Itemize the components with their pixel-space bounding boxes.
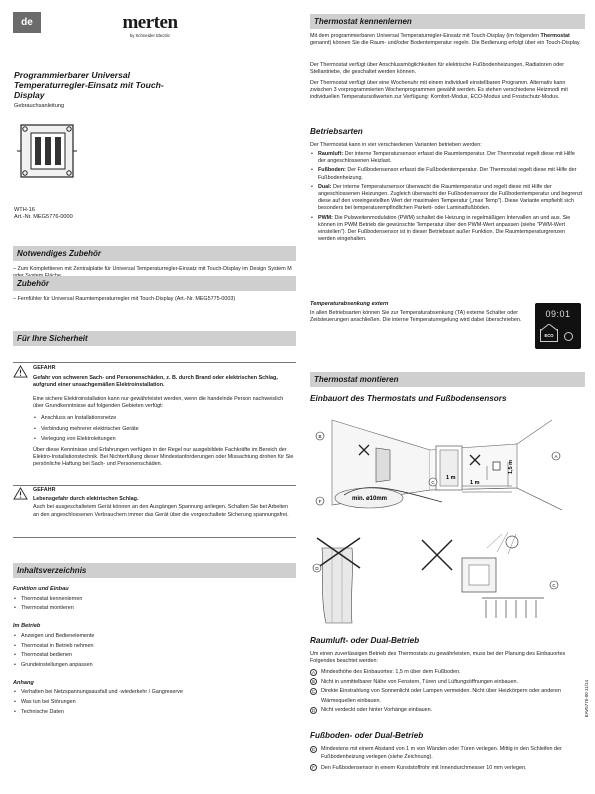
warning-title-1: GEFAHR xyxy=(33,365,56,371)
language-badge: de xyxy=(13,12,41,33)
warning-bold-2: Lebensgefahr durch elektrischen Schlag. xyxy=(33,496,139,503)
section-heading-inhaltsverzeichnis: Inhaltsverzeichnis xyxy=(13,563,296,578)
placement-restrictions-diagram xyxy=(312,528,584,628)
warning-bold-1: Gefahr von schweren Sach- und Personenschäden, z. B. durch Brand oder elektrischen Schlag, aufgrund einer unsachgemäßen Elektroinstallation. xyxy=(33,375,278,389)
fussboden-heading: Fußboden- oder Dual-Betrieb xyxy=(310,731,424,740)
warning-list-1 xyxy=(33,413,295,445)
distance-label: 1 m xyxy=(446,475,456,481)
betriebsarten-intro: Der Thermostat kann in vier verschiedenen Varianten betrieben werden: xyxy=(310,142,482,148)
power-icon xyxy=(564,332,573,341)
product-article: Art.-Nr. MEG5776-0000 xyxy=(14,214,73,220)
raumluft-intro: Um einen zuverlässigen Betrieb des Thermostats zu gewährleisten, muss bei der Planung des Einbauortes Folgendes beachtet werden: xyxy=(310,651,566,665)
svg-text:F: F xyxy=(318,499,322,504)
brand-name: merten xyxy=(122,12,178,33)
toc-group-title: Im Betrieb xyxy=(13,623,41,630)
list-item: C Direkte Einstrahlung von Sonnenlicht oder Lampen vermeiden. Nicht über Heizkörpern oder anderen Wärmequellen einbauen. xyxy=(311,688,562,704)
section-heading-kennenlernen: Thermostat kennenlernen xyxy=(310,14,585,29)
figure-label xyxy=(552,452,560,460)
raumluft-list xyxy=(310,668,584,716)
betriebsarten-heading: Betriebsarten xyxy=(310,127,363,136)
room-installation-diagram xyxy=(312,410,584,525)
list-item: • PWM: Die Pulsweitenmodulation (PWM) schaltet die Heizung in regelmäßigen Intervallen an und aus. Sie können im PWM Betrieb die gewünschte Temperatur über den PWM-Wert anpassen (siehe "PWM-Wert einstellen"). Der Fußbodensensor ist in dieser Betriebsart außer Funktion. Die Raumtemperaturgrenzen werden eingehalten. xyxy=(310,215,584,244)
toc xyxy=(13,585,296,717)
warning-triangle-icon xyxy=(13,487,28,500)
section-heading-sicherheit: Für Ihre Sicherheit xyxy=(13,331,296,346)
section-heading-montieren: Thermostat montieren xyxy=(310,372,585,387)
absenkung-heading: Temperaturabsenkung extern xyxy=(310,301,389,307)
list-item: • Verlegung von Elektroleitungen xyxy=(33,434,295,445)
product-title: Programmierbarer Universal Temperaturregler-Einsatz mit Touch-Display xyxy=(14,70,164,100)
display-time: 09:01 xyxy=(545,309,571,319)
brand-logo xyxy=(105,14,195,38)
toc-item[interactable]: • Thermostat bedienen xyxy=(13,651,296,661)
distance-label: 1 m xyxy=(470,480,480,486)
display-mode: ECO xyxy=(544,333,554,338)
height-label: 1,5 m xyxy=(508,459,514,474)
figure-label xyxy=(429,478,437,486)
warning-title-2: GEFAHR xyxy=(33,487,56,493)
warning-text-2: Auch bei ausgeschaltetem Gerät können an den Ausgängen Spannung anliegen. Schalten Sie bei Arbeiten an den angeschlossenen Verbrauchern immer das Gerät über die vorgeschaltete Sicherung spannungsfrei. xyxy=(33,504,289,518)
zubehoer-text: – Zum Komplettieren mit Zentralplatte für Universal Temperaturregler-Einsatz mit Touch-Display im Design System M xyxy=(13,266,292,272)
list-item: • Anschluss an Installationsnetze xyxy=(33,413,295,424)
toc-group-title: Anhang xyxy=(13,679,34,686)
figure-label xyxy=(313,564,321,572)
figure-label xyxy=(550,581,558,589)
svg-text:D: D xyxy=(315,566,319,571)
list-item: F Den Fußbodensensor in einem Kunststoffrohr mit Innendurchmesser 10 mm verlegen. xyxy=(310,764,580,772)
brand-subline: by Schneider Electric xyxy=(129,33,171,38)
warning-triangle-icon xyxy=(13,365,28,378)
svg-text:C: C xyxy=(552,583,556,588)
toc-group-title: Funktion und Einbau xyxy=(13,586,69,592)
kennen-para-2: Der Thermostat verfügt über Anschlussmöglichkeiten für elektrische Fußbodenheizungen, Radiatoren oder Stellantriebe, die geschaltet werden können. xyxy=(310,62,564,76)
document-number: EAV5776-00 11/14 xyxy=(584,680,589,718)
figure-label xyxy=(316,497,324,505)
toc-item[interactable]: • Technische Daten xyxy=(13,708,296,718)
fussboden-list xyxy=(310,745,580,772)
list-item: • Verbindung mehrerer elektrischer Geräte xyxy=(33,424,295,435)
warning-text-1: Eine sichere Elektroinstallation kann nur gewährleistet werden, wenn die handelnde Person nachweislich über Grundkenntnisse auf folgenden Gebieten verfügt: xyxy=(33,396,284,410)
thermostat-display xyxy=(535,303,581,349)
toc-item[interactable]: • Was tun bei Störungen xyxy=(13,698,296,708)
pipe-size-label: min. ø10mm xyxy=(352,496,388,502)
product-model: WTH-16 xyxy=(14,207,35,213)
einbauort-heading: Einbauort des Thermostats und Fußbodensensors xyxy=(310,394,507,403)
svg-text:C: C xyxy=(431,480,435,485)
list-item: A Mindesthöhe des Einbauortes: 1,5 m über dem Fußboden. xyxy=(311,669,461,675)
list-item: B Nicht in unmittelbarer Nähe von Fenstern, Türen und Lüftungsöffnungen einbauen. xyxy=(311,678,518,685)
warning-text-1b: Über diese Kenntnisse und Erfahrungen verfügen in der Regel nur ausgebildete Fachkräfte im Bereich der Elektro-Installationstechnik. Bei Nichterfüllung dieser Mindestanforderungen oder Missachtung drohen für Sie persönliche Haftung bei Sach- und Personenschäden. xyxy=(33,447,294,468)
betriebsarten-list xyxy=(310,151,584,243)
svg-text:A: A xyxy=(554,454,558,459)
absenkung-text: In allen Betriebsarten können Sie zur Temperaturabsenkung (TA) externe Schalter oder Zeitsteuerungen anschließen. Die interne Temperaturregelung wird dabei überschrieben. xyxy=(310,310,522,324)
raumluft-heading: Raumluft- oder Dual-Betrieb xyxy=(310,636,420,645)
list-item: E Mindestens mit einem Abstand von 1 m von Wänden oder Türen verlegen. Mittig in den Schleifen der Fußbodenheizung verlegen (siehe Zeichnung). xyxy=(311,746,562,761)
list-item: • Fußboden: Der Fußbodensensor erfasst die Fußbodentemperatur. Der Thermostat regelt diese mit Hilfe der Fußbodenheizung. xyxy=(310,167,584,181)
svg-text:B: B xyxy=(318,434,322,439)
section-heading-zubehoer: Zubehör xyxy=(13,276,296,291)
toc-item[interactable]: • Anzeigen und Bedienelemente xyxy=(13,632,296,642)
list-item: • Raumluft: Der interne Temperatursensor erfasst die Raumtemperatur. Der Thermostat regelt diese mit Hilfe der angeschlossenen Heizlast. xyxy=(310,151,584,165)
list-item: D Nicht verdeckt oder hinter Vorhänge einbauen. xyxy=(311,707,433,713)
kennen-para-1: Mit dem programmierbaren Universal Temperaturregler-Einsatz mit Touch-Display (im folgenden Thermostat genannt) können Sie die Raum- und/oder Bodentemperatur regeln. Die Bedienung erfolgt über ein Touch-Display. xyxy=(310,33,581,47)
section-heading-notwendiges-zubehoer: Notwendiges Zubehör xyxy=(13,246,296,261)
warning-block-2 xyxy=(13,487,296,519)
kennen-para-3: Der Thermostat verfügt über eine Wochenuhr mit einem individuell einstellbaren Programm. Alternativ kann zwischen 3 vorprogrammierten Wochenprogrammen gewählt werden. Es stehen verschiedene Heizmodi mit individuellen Temperatursollwerten zur Verfügung: Komfort-Modus, ECO-Modus und Frostschutz-Modus. xyxy=(310,80,568,101)
toc-item[interactable]: • Grundeinstellungen anpassen xyxy=(13,661,296,671)
toc-item[interactable]: • Verhalten bei Netzspannungsausfall und -wiederkehr / Gangreserve xyxy=(13,688,296,698)
toc-item[interactable]: • Thermostat in Betrieb nehmen xyxy=(13,642,296,652)
list-item: • Dual: Der interne Temperatursensor überwacht die Raumtemperatur und regelt diese mit Hilfe der angeschlossenen Heizungen. Zugleich überwacht der Fußbodensensor die Fußbodentemperatur und begrenzt diese auf den voreingestellten Wert der maximalen Temperatur („max Temp"). Diese Variante empfiehlt sich besonders bei temperaturempfindlichen Parkett- oder Laminatfußböden. xyxy=(310,184,584,213)
figure-label xyxy=(316,432,324,440)
warning-block-1 xyxy=(13,365,296,390)
device-illustration xyxy=(15,119,79,183)
toc-item[interactable]: • Thermostat montieren xyxy=(13,604,296,614)
toc-item[interactable]: • Thermostat kennenlernen xyxy=(13,595,296,605)
zubehoer2-text: – Fernfühler für Universal Raumtemperaturregler mit Touch-Display (Art.-Nr. MEG5775-0003) xyxy=(13,296,236,302)
product-subtitle: Gebrauchsanleitung xyxy=(14,103,65,109)
